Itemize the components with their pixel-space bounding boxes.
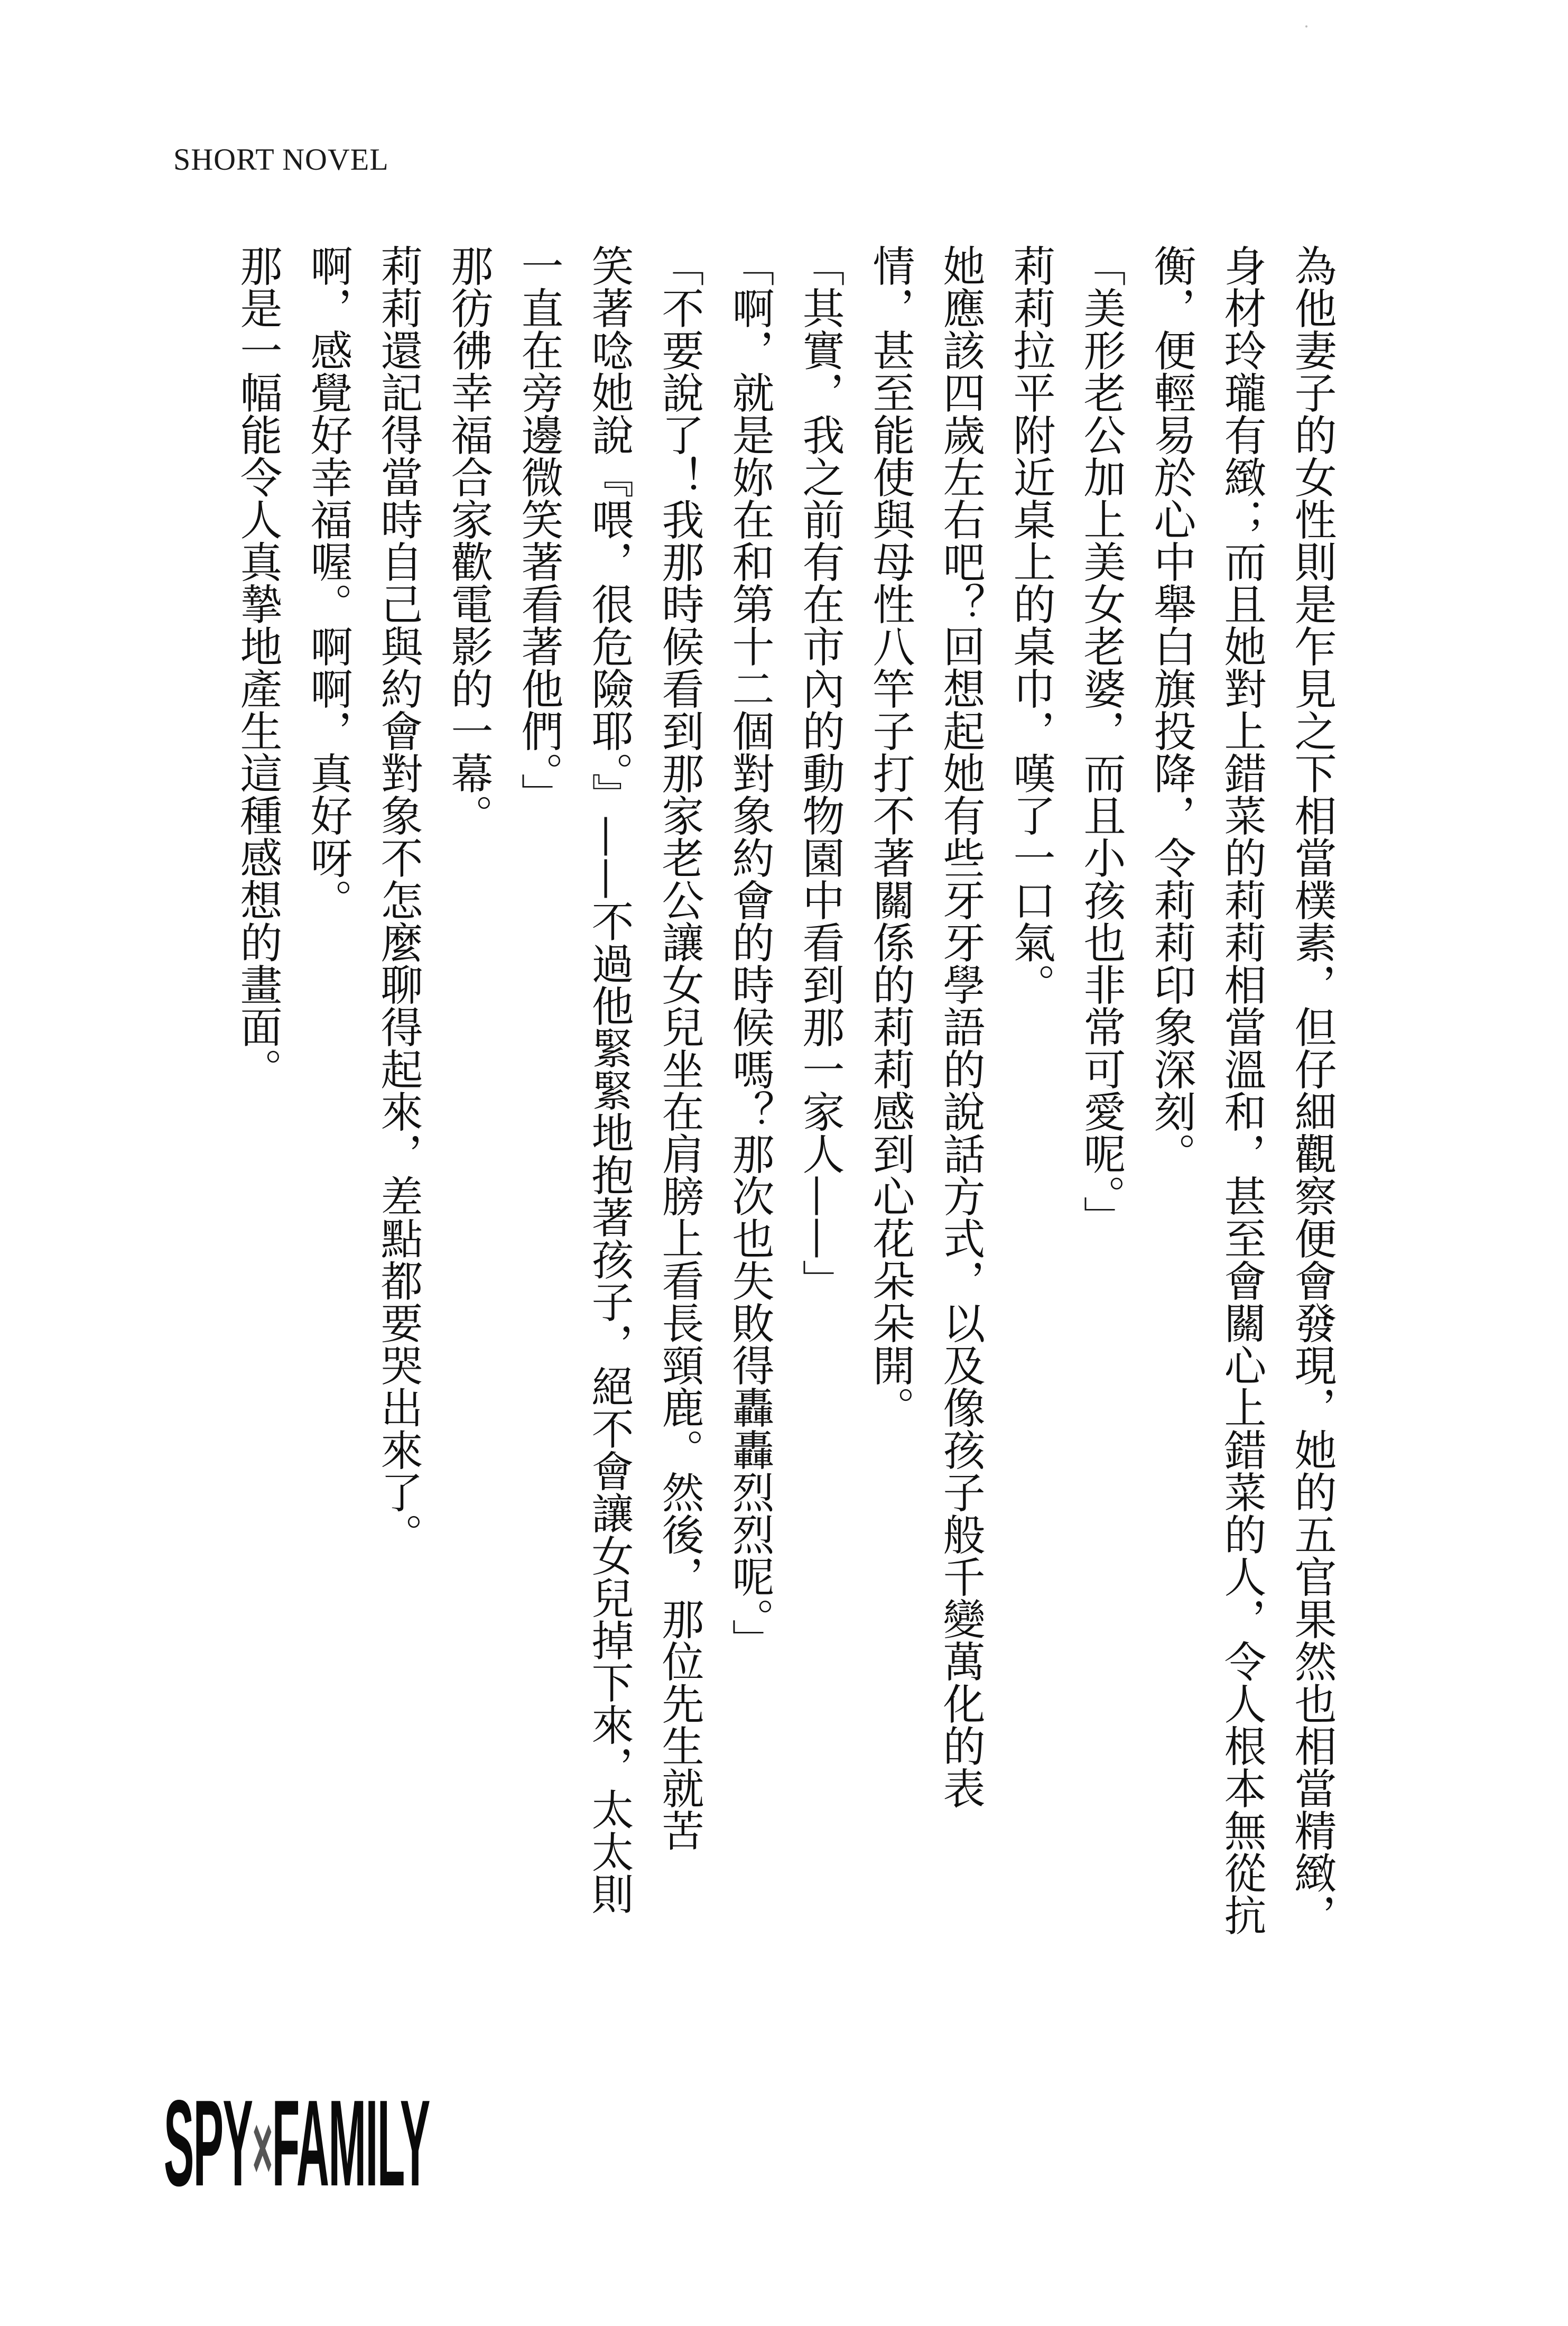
logo-text <box>164 2075 430 2212</box>
text-line: 那彷彿幸福合家歡電影的一幕。 <box>444 244 493 836</box>
logo-family: FAMILY <box>272 2075 430 2212</box>
text-line: 身材玲瓏有緻；而且她對上錯菜的莉莉相當溫和，甚至會關心上錯菜的人，令人根本無從抗 <box>1217 244 1266 1936</box>
section-label: SHORT NOVEL <box>173 142 389 177</box>
text-line: 一直在旁邊微笑著看著他們。」 <box>514 244 563 815</box>
text-line: 「不要說了！我那時候看到那家老公讓女兒坐在肩膀上看長頸鹿。然後，那位先生就苦 <box>655 244 704 1851</box>
text-line: 為他妻子的女性則是乍見之下相當樸素，但仔細觀察便會發現，她的五官果然也相當精緻， <box>1287 244 1337 1936</box>
text-line: 「啊，就是妳在和第十二個對象約會的時候嗎？那次也失敗得轟轟烈烈呢。」 <box>725 244 774 1661</box>
text-line: 「美形老公加上美女老婆，而且小孩也非常可愛呢。」 <box>1077 244 1126 1238</box>
text-line: 衡，便輕易於心中舉白旗投降，令莉莉印象深刻。 <box>1147 244 1196 1175</box>
text-line: 笑著唸她說『喂，很危險耶。』——不過他緊緊地抱著孩子，絕不會讓女兒掉下來，太太則 <box>584 244 634 1915</box>
spy-family-logo <box>164 2075 449 2212</box>
novel-body-text <box>222 244 1347 1989</box>
text-line: 情，甚至能使與母性八竿子打不著關係的莉莉感到心花朵朵開。 <box>866 244 915 1428</box>
corner-mark <box>1305 25 1307 27</box>
text-line: 她應該四歲左右吧？回想起她有些牙牙學語的說話方式，以及像孩子般千變萬化的表 <box>936 244 985 1809</box>
text-line: 那是一幅能令人真摯地產生這種感想的畫面。 <box>233 244 282 1090</box>
text-line: 莉莉拉平附近桌上的桌巾，嘆了一口氣。 <box>1006 244 1055 1005</box>
logo-cross-icon: × <box>252 2094 272 2201</box>
logo-spy: SPY <box>164 2075 253 2212</box>
text-line: 啊，感覺好幸福喔。啊啊，真好呀。 <box>303 244 352 921</box>
text-line: 「其實，我之前有在市內的動物園中看到那一家人——」 <box>795 244 845 1302</box>
text-line: 莉莉還記得當時自己與約會對象不怎麼聊得起來，差點都要哭出來了。 <box>374 244 423 1555</box>
